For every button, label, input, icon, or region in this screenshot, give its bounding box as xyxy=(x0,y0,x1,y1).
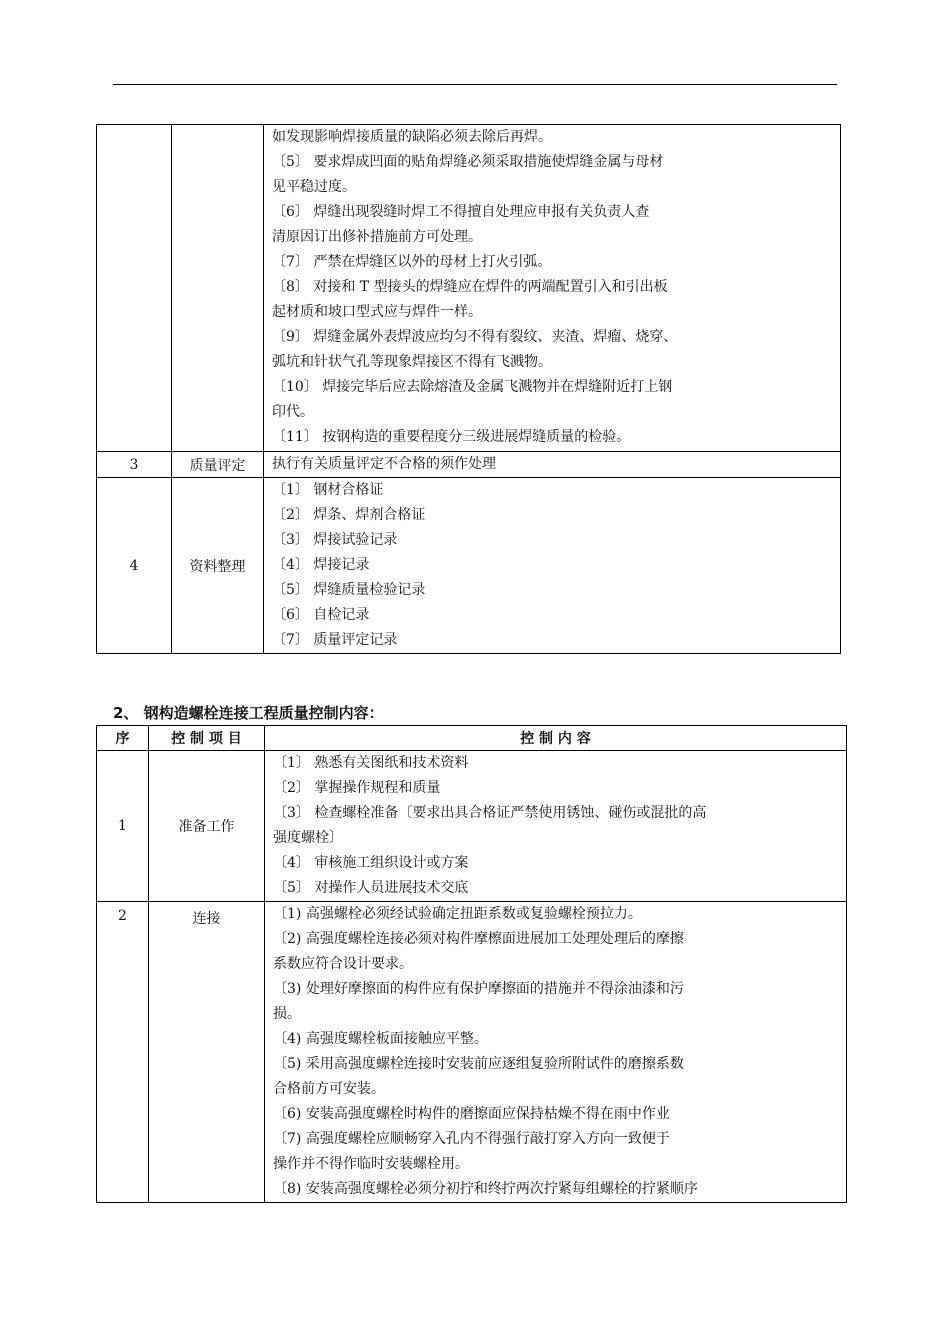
table-row xyxy=(97,902,847,1203)
content-line: 损。 xyxy=(273,1006,301,1022)
content-line: 〔2) 高强度螺栓连接必须对构件摩檫面进展加工处理处理后的摩擦 xyxy=(273,931,684,947)
content-line: 〔2〕 掌握操作规程和质量 xyxy=(273,780,441,796)
content-line: 强度螺栓〕 xyxy=(273,830,343,846)
content-line: 〔8) 安装高强度螺栓必须分初拧和终拧两次拧紧每组螺栓的拧紧顺序 xyxy=(273,1181,698,1197)
table-header-row xyxy=(97,726,847,751)
content-line: 〔6〕 焊缝出现裂缝时焊工不得擅自处理应申报有关负责人查 xyxy=(272,204,650,220)
table-row xyxy=(97,478,841,654)
content-line: 操作并不得作临时安装螺栓用。 xyxy=(273,1156,469,1172)
content-cell xyxy=(265,902,847,1203)
content-line: 〔4〕 焊接记录 xyxy=(272,557,370,573)
header-item: 控 制 项 目 xyxy=(149,726,265,751)
content-line: 〔1〕 熟悉有关图纸和技术资料 xyxy=(273,755,469,771)
table-row xyxy=(97,125,841,452)
seq-cell: 2 xyxy=(97,902,149,1203)
content-line: 〔5〕 要求焊成凹面的贴角焊缝必须采取措施使焊缝金属与母材 xyxy=(272,154,664,170)
content-line: 〔10〕 焊接完毕后应去除熔渣及金属飞溅物并在焊缝附近打上钢 xyxy=(272,379,673,395)
content-line: 如发现影响焊接质量的缺陷必须去除后再焊。 xyxy=(272,129,552,145)
content-line: 印代。 xyxy=(272,404,314,420)
content-line: 〔1) 高强螺栓必须经试验确定扭距系数或复验螺栓预拉力。 xyxy=(273,906,642,922)
content-line: 〔4〕 审核施工组织设计或方案 xyxy=(273,855,469,871)
header-content: 控 制 内 容 xyxy=(265,726,847,751)
item-cell xyxy=(172,125,264,452)
content-line: 〔5〕 对操作人员进展技术交底 xyxy=(273,880,469,896)
content-line: 〔3〕 检查螺栓准备〔要求出具合格证严禁使用锈蚀、碰伤或混批的高 xyxy=(273,805,707,821)
content-cell xyxy=(265,751,847,902)
section-title: 2、 钢构造螺栓连接工程质量控制内容： xyxy=(113,704,384,722)
content-line: 〔3) 处理好摩擦面的构件应有保护摩擦面的措施并不得涂油漆和污 xyxy=(273,981,684,997)
item-cell: 连接 xyxy=(149,902,265,1203)
table-row xyxy=(97,452,841,478)
content-line: 〔7〕 严禁在焊缝区以外的母材上打火引弧。 xyxy=(272,254,552,270)
content-line: 〔7) 高强度螺栓应顺畅穿入孔内不得强行敲打穿入方向一致便于 xyxy=(273,1131,670,1147)
content-line: 〔9〕 焊缝金属外表焊波应均匀不得有裂纹、夹渣、焊瘤、烧穿、 xyxy=(272,329,678,345)
seq-cell: 4 xyxy=(97,478,172,654)
content-line: 系数应符合设计要求。 xyxy=(273,956,413,972)
content-line: 〔3〕 焊接试验记录 xyxy=(272,532,398,548)
item-cell: 资料整理 xyxy=(172,478,264,654)
content-line: 〔4) 高强度螺栓板面接触应平整。 xyxy=(273,1031,488,1047)
item-cell: 质量评定 xyxy=(172,452,264,478)
seq-cell: 1 xyxy=(97,751,149,902)
content-cell xyxy=(264,478,841,654)
content-line: 清原因订出修补措施前方可处理。 xyxy=(272,229,482,245)
content-line: 〔6〕 自检记录 xyxy=(272,607,370,623)
content-line: 〔11〕 按钢构造的重要程度分三级进展焊缝质量的检验。 xyxy=(272,429,631,445)
content-line: 执行有关质量评定不合格的须作处理 xyxy=(272,456,496,472)
content-line: 〔5) 采用高强度螺栓连接时安装前应逐组复验所附试件的磨擦系数 xyxy=(273,1056,684,1072)
content-line: 起材质和坡口型式应与焊件一样。 xyxy=(272,304,482,320)
content-cell xyxy=(264,452,841,478)
content-line: 见平稳过度。 xyxy=(272,179,356,195)
seq-cell: 3 xyxy=(97,452,172,478)
content-line: 〔7〕 质量评定记录 xyxy=(272,632,398,648)
bolt-connection-table xyxy=(96,725,847,1203)
content-line: 合格前方可安装。 xyxy=(273,1081,385,1097)
welding-quality-table xyxy=(96,124,841,654)
content-line: 〔2〕 焊条、焊剂合格证 xyxy=(272,507,426,523)
content-line: 〔1〕 钢材合格证 xyxy=(272,482,384,498)
content-line: 弧坑和针状气孔等现象焊接区不得有飞溅物。 xyxy=(272,354,552,370)
header-seq: 序 xyxy=(97,726,149,751)
header-rule xyxy=(113,84,837,85)
seq-cell xyxy=(97,125,172,452)
content-line: 〔6) 安装高强度螺栓时构件的磨擦面应保持枯燥不得在雨中作业 xyxy=(273,1106,670,1122)
item-cell: 准备工作 xyxy=(149,751,265,902)
content-line: 〔5〕 焊缝质量检验记录 xyxy=(272,582,426,598)
table-row xyxy=(97,751,847,902)
content-cell xyxy=(264,125,841,452)
content-line: 〔8〕 对接和 T 型接头的焊缝应在焊件的两端配置引入和引出板 xyxy=(272,279,668,295)
